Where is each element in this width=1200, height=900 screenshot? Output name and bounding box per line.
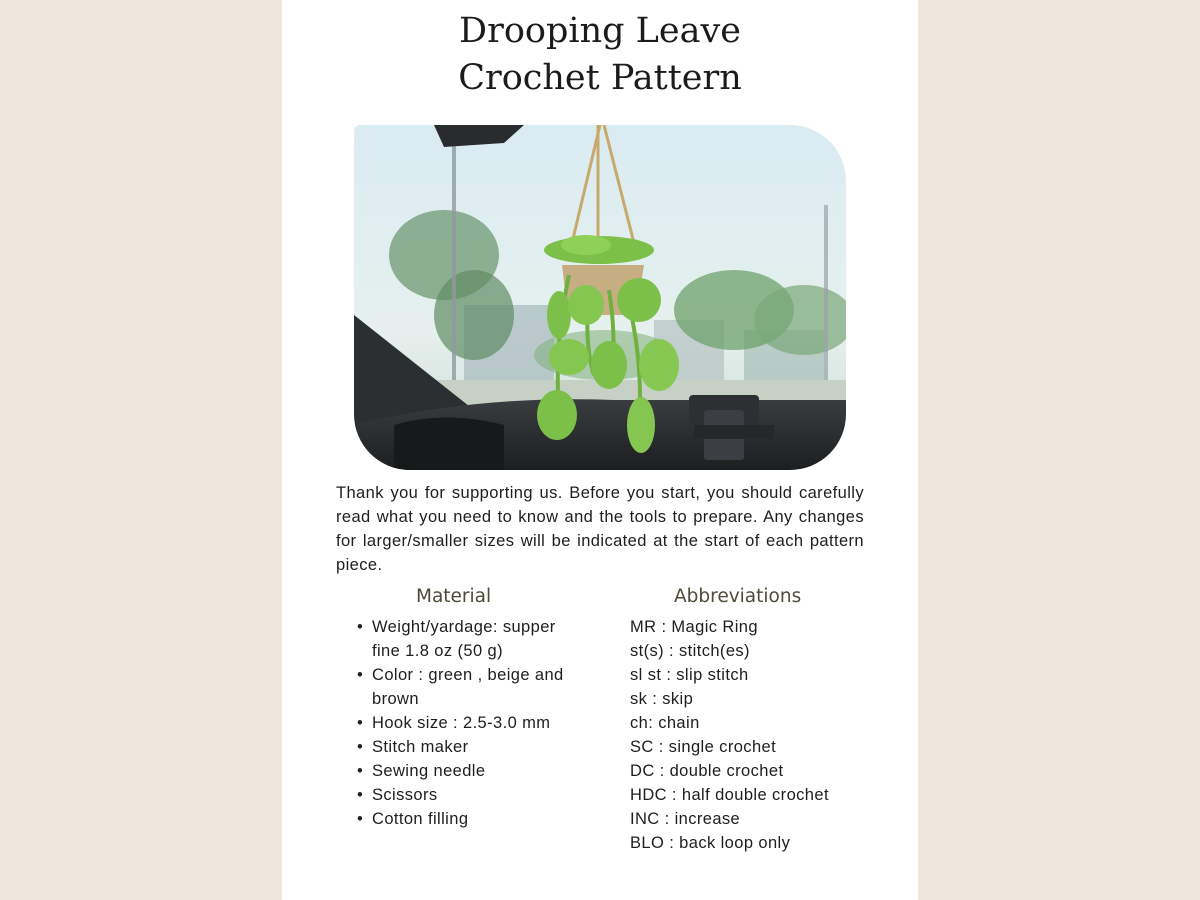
- title-line-1: Drooping Leave: [459, 11, 741, 51]
- material-list: [372, 615, 577, 831]
- abbreviation-item: INC : increase: [630, 810, 741, 828]
- abbreviation-item: SC : single crochet: [630, 738, 777, 756]
- material-item: • Stitch maker: [372, 735, 577, 759]
- abbreviations-heading: Abbreviations: [674, 586, 802, 607]
- material-heading: Material: [416, 586, 492, 607]
- abbreviation-item: DC : double crochet: [630, 762, 784, 780]
- abbreviation-item: st(s) : stitch(es): [630, 642, 750, 660]
- material-item: • Cotton filling: [372, 807, 577, 831]
- abbreviation-item: BLO : back loop only: [630, 834, 791, 852]
- product-photo: [354, 125, 846, 470]
- abbreviation-item: sl st : slip stitch: [630, 666, 749, 684]
- material-item: • Sewing needle: [372, 759, 577, 783]
- material-item: • Color : green , beige and brown: [372, 663, 577, 711]
- intro-paragraph: Thank you for supporting us. Before you start, you should carefully read what you need to know and the tools to prepare. Any changes for larger/smaller sizes will be indicated at the start of each pattern piece.: [336, 484, 864, 574]
- pattern-page: [282, 0, 918, 900]
- title-line-2: Crochet Pattern: [458, 58, 742, 98]
- abbreviations-list: [630, 615, 880, 855]
- material-item: • Scissors: [372, 783, 577, 807]
- material-item: • Hook size : 2.5-3.0 mm: [372, 711, 577, 735]
- abbreviation-item: HDC : half double crochet: [630, 786, 829, 804]
- page-title: [282, 8, 918, 102]
- abbreviation-item: ch: chain: [630, 714, 700, 732]
- abbreviation-item: MR : Magic Ring: [630, 618, 758, 636]
- material-item: • Weight/yardage: supper fine 1.8 oz (50 g): [372, 615, 577, 663]
- abbreviation-item: sk : skip: [630, 690, 694, 708]
